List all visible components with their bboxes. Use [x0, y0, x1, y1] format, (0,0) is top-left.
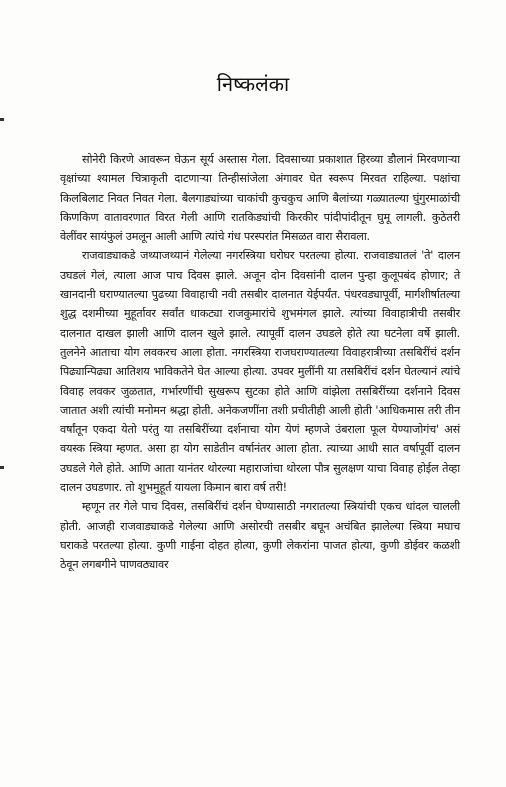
chapter-body [60, 150, 460, 575]
paragraph: म्हणून तर गेले पाच दिवस, तसबिरींचं दर्शन घेण्यासाठी नगरातल्या स्त्रियांची एकच धांदल चालली होती. आजही राजवाड्याकडे गेलेल्या आणि असोरची तसबीर बघून अचंबित झालेल्या स्त्रिया मघाच घराकडे परतल्या होत्या. कुणी गाईना दोहत होत्या, कुणी लेकरांना पाजत होत्या, कुणी डोईवर कळशी ठेवून लगबगीने पाणवठ्यावर [60, 500, 460, 572]
paragraph: राजवाड्याकडे जथ्याजथ्यानं गेलेल्या नगरस्त्रिया घरोघर परतल्या होत्या. राजवाड्यातलं 'ते' दालन उघडलं गेलं, त्याला आज पाच दिवस झाले. अजून दोन दिवसांनी दालन पुन्हा कुलूपबंद होणार; ते खानदानी घराण्यातल्या पुढच्या विवाहाची नवी तसबीर दालनात येईपर्यंत. पंधरवड्यापूर्वी, मार्गशीर्षातल्या शुद्ध दशमीच्या मुहूर्तावर सर्वांत धाकट्या राजकुमारांचे शुभमंगल झाले. त्यांच्या विवाहात्रीची तसबीर दालनात दाखल झाली आणि दालन खुले झाले. त्यापूर्वी दालन उघडले होते त्या घटनेला वर्षे झाली. तुलनेने आताचा योग लवकरच आला होता. नगरस्त्रिया राजघराण्यातल्या विवाहरात्रीच्या तसबिरींचं दर्शन पिढ्यान्पिढ्या आतिशय भाविकतेने घेत आल्या होत्या. उपवर मुलींनी या तसबिरींचं दर्शन घेतल्यानं त्यांचे विवाह लवकर जुळतात, गर्भारणींची सुखरूप सुटका होते आणि वांझेला तसबिरींच्या दर्शनाने दिवस जातात अशी त्यांची मनोमन श्रद्धा होती. अनेकजणींना तशी प्रचीतीही आली होती 'आधिकमास तरी तीन वर्षांतून एकदा येतो परंतु या तसबिरींच्या दर्शनाचा योग येणं म्हणजे उंबराला फूल येण्याजोगंच' असं वयस्क स्त्रिया म्हणत. असा हा योग साडेतीन वर्षानंतर आला होता. त्याच्या आधी सात वर्षापूर्वी दालन उघडले गेले होते. आणि आता यानंतर थोरल्या महाराजांचा थोरला पौत्र सुलक्षण याचा विवाह होईल तेव्हा दालन उघडणार. तो शुभमुहूर्त यायला किमान बारा वर्ष तरी! [60, 249, 460, 495]
chapter-title: निष्कलंका [216, 72, 290, 96]
scan-margin-mark [0, 466, 4, 469]
paragraph: सोनेरी किरणे आवरून घेऊन सूर्य अस्तास गेला. दिवसाच्या प्रकाशात हिरव्या डौलानं मिरवणाऱ्या वृक्षांच्या श्यामल चित्राकृती दाटणाऱ्या तिन्हीसांजेला अंगावर घेत स्वरूप मिरवत राहिल्या. पक्षांचा किलबिलाट निवत निवत गेला. बैलगाड्यांच्या चाकांची कुचकुच आणि बैलांच्या गळ्यातल्या घुंगुरमाळांची किणकिण वातावरणात विरत गेली आणि रातकिड्यांची किरकीर पांदीपांदीतून घुमू लागली. कुठेतरी वेलींवर सायंफुलं उमलून आली आणि त्यांचे गंध परस्परांत मिसळत वारा सैरावला. [60, 153, 460, 244]
scan-margin-mark [0, 118, 4, 121]
